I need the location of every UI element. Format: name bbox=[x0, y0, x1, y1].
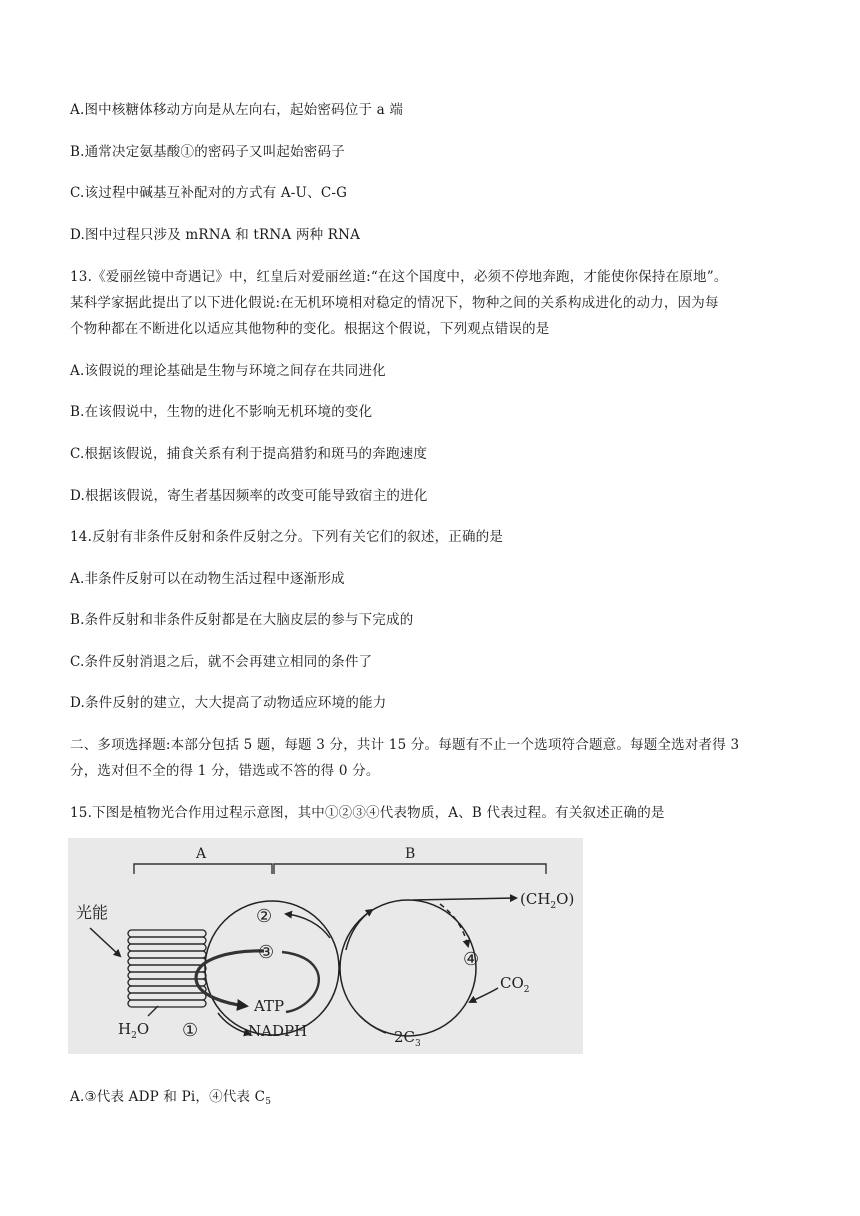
nadph-label: NADPH bbox=[248, 1022, 308, 1040]
q15-option-a bbox=[70, 1085, 271, 1107]
photosynthesis-diagram bbox=[68, 838, 583, 1054]
atp-label: ATP bbox=[254, 997, 285, 1015]
section-2-line: 二、多项选择题:本部分包括 5 题，每题 3 分，共计 15 分。每题有不止一个选项符合题意。每题全选对者得 3 bbox=[70, 737, 740, 753]
light-energy-label: 光能 bbox=[76, 903, 109, 922]
q13-stem-line: 13.《爱丽丝镜中奇遇记》中，红皇后对爱丽丝道:“在这个国度中，必须不停地奔跑，才能使你保持在原地”。 bbox=[70, 269, 728, 285]
q13-option-b: B.在该假说中，生物的进化不影响无机环境的变化 bbox=[70, 404, 373, 420]
label-b: B bbox=[405, 846, 416, 862]
ch2o-label: $(CH_2O)$ bbox=[520, 890, 575, 911]
q12-option-c: C.该过程中碱基互补配对的方式有 A-U、C-G bbox=[70, 185, 348, 201]
q13-stem-line: 个物种都在不断进化以适应其他物种的变化。根据这个假说，下列观点错误的是 bbox=[70, 321, 550, 337]
q14-option-a: A.非条件反射可以在动物生活过程中逐渐形成 bbox=[70, 571, 345, 587]
q13-option-c: C.根据该假说，捕食关系有利于提高猎豹和斑马的奔跑速度 bbox=[70, 446, 428, 462]
q15-stem: 15.下图是植物光合作用过程示意图，其中①②③④代表物质，A、B 代表过程。有关叙述正确的是 bbox=[70, 805, 665, 821]
co2-label: $CO_2$ bbox=[500, 974, 530, 995]
q14-stem: 14.反射有非条件反射和条件反射之分。下列有关它们的叙述，正确的是 bbox=[70, 529, 504, 545]
q12-option-a: A.图中核糖体移动方向是从左向右，起始密码位于 a 端 bbox=[70, 102, 404, 118]
q14-option-c: C.条件反射消退之后，就不会再建立相同的条件了 bbox=[70, 654, 373, 670]
q13-stem-line: 某科学家据此提出了以下进化假说:在无机环境相对稳定的情况下，物种之间的关系构成进化的动力，因为每 bbox=[70, 295, 719, 311]
q14-option-d: D.条件反射的建立，大大提高了动物适应环境的能力 bbox=[70, 695, 387, 711]
material-2: ② bbox=[256, 906, 273, 927]
section-2-line: 分，选对但不全的得 1 分，错选或不答的得 0 分。 bbox=[70, 763, 380, 779]
label-a: A bbox=[196, 846, 207, 862]
q15-option-a-subscript: 5 bbox=[265, 1097, 272, 1107]
c3-label: $2C_3$ bbox=[394, 1028, 421, 1049]
q13-option-a: A.该假说的理论基础是生物与环境之间存在共同进化 bbox=[70, 363, 386, 379]
q13-option-d: D.根据该假说，寄生者基因频率的改变可能导致宿主的进化 bbox=[70, 488, 428, 504]
q12-option-d: D.图中过程只涉及 mRNA 和 tRNA 两种 RNA bbox=[70, 227, 361, 243]
q15-option-a-text: A.③代表 ADP 和 Pi，④代表 C bbox=[70, 1089, 266, 1105]
material-4: ④ bbox=[463, 949, 480, 970]
q12-option-b: B.通常决定氨基酸①的密码子又叫起始密码子 bbox=[70, 144, 345, 160]
material-1: ① bbox=[182, 1020, 199, 1041]
q14-option-b: B.条件反射和非条件反射都是在大脑皮层的参与下完成的 bbox=[70, 612, 414, 628]
material-3: ③ bbox=[258, 942, 275, 963]
h2o-label: $H_2O$ bbox=[118, 1020, 150, 1041]
